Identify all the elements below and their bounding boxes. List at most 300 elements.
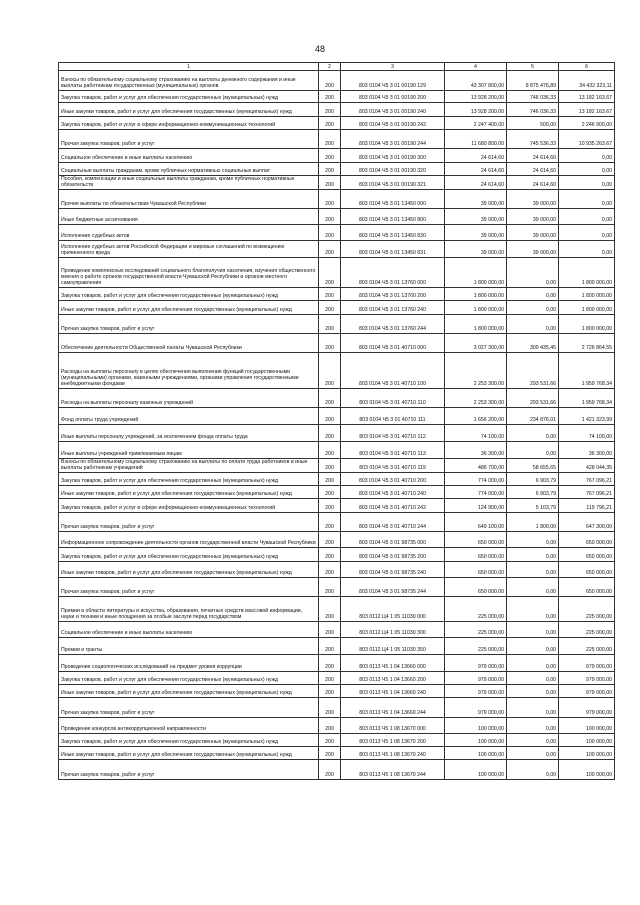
table-row <box>59 442 615 459</box>
row-executed-amount: 6 903,79 <box>507 473 559 486</box>
row-code: 200 <box>319 597 341 622</box>
row-executed-amount: 5 103,79 <box>507 499 559 513</box>
table-row <box>59 578 615 597</box>
row-plan-amount: 1 800 000,00 <box>445 288 507 301</box>
row-name: Взносы по обязательному социальному страхованию на выплаты денежного содержания и иные выплаты работникам государственных (муниципальных) органов <box>59 71 319 91</box>
row-plan-amount: 24 614,60 <box>445 176 507 190</box>
row-kbk: 803 0113 Ч5 1 04 13660 000 <box>341 655 445 672</box>
row-remaining-amount: 1 800 000,00 <box>559 301 615 315</box>
table-row <box>59 734 615 747</box>
row-executed-amount: 0,00 <box>507 672 559 685</box>
row-executed-amount: 24 614,60 <box>507 176 559 190</box>
row-name: Информационное сопровождение деятельности органов государственной власти Чувашской Республики <box>59 532 319 548</box>
row-plan-amount: 1 800 000,00 <box>445 315 507 334</box>
table-row <box>59 622 615 638</box>
row-kbk: 803 0112 Ц4 1 05 11030 300 <box>341 622 445 638</box>
row-name: Иные закупки товаров, работ и услуг для обеспечения государственных (муниципальных) нужд <box>59 747 319 760</box>
row-code: 200 <box>319 130 341 149</box>
row-code: 200 <box>319 459 341 473</box>
row-code: 200 <box>319 425 341 442</box>
row-kbk: 803 0104 Ч5 3 01 00190 242 <box>341 117 445 130</box>
row-kbk: 803 0104 Ч5 3 01 13450 831 <box>341 241 445 258</box>
row-plan-amount: 650 000,00 <box>445 548 507 562</box>
row-name: Социальные выплаты гражданам, кроме публичных нормативных социальных выплат <box>59 163 319 176</box>
row-kbk: 803 0104 Ч5 3 01 40710 000 <box>341 334 445 353</box>
row-plan-amount: 100 000,00 <box>445 718 507 734</box>
row-executed-amount: 0,00 <box>507 425 559 442</box>
table-row <box>59 638 615 655</box>
row-plan-amount: 649 100,00 <box>445 513 507 532</box>
row-plan-amount: 979 000,00 <box>445 672 507 685</box>
row-plan-amount: 225 000,00 <box>445 597 507 622</box>
row-executed-amount: 24 614,60 <box>507 149 559 163</box>
row-name: Прочая закупка товаров, работ и услуг <box>59 513 319 532</box>
row-executed-amount: 0,00 <box>507 288 559 301</box>
row-code: 200 <box>319 209 341 225</box>
column-header: 5 <box>507 63 559 71</box>
row-kbk: 803 0104 Ч5 3 01 40710 111 <box>341 408 445 425</box>
row-executed-amount: 0,00 <box>507 301 559 315</box>
row-code: 200 <box>319 562 341 578</box>
row-executed-amount: 293 531,66 <box>507 389 559 408</box>
row-name: Пособия, компенсации и иные социальные выплаты гражданам, кроме публичных нормативных обязательств <box>59 176 319 190</box>
row-plan-amount: 11 680 800,00 <box>445 130 507 149</box>
row-code: 200 <box>319 190 341 209</box>
table-row <box>59 532 615 548</box>
row-executed-amount: 745 536,33 <box>507 130 559 149</box>
row-name: Проведение конкурсов антикоррупционной направленности <box>59 718 319 734</box>
row-kbk: 803 0104 Ч5 3 01 00190 321 <box>341 176 445 190</box>
row-plan-amount: 979 000,00 <box>445 698 507 718</box>
row-name: Закупка товаров, работ и услуг для обеспечения государственных (муниципальных) нужд <box>59 672 319 685</box>
row-code: 200 <box>319 486 341 499</box>
row-executed-amount: 58 655,65 <box>507 459 559 473</box>
row-remaining-amount: 225 000,00 <box>559 622 615 638</box>
row-code: 200 <box>319 747 341 760</box>
row-code: 200 <box>319 353 341 389</box>
table-row <box>59 315 615 334</box>
row-code: 200 <box>319 513 341 532</box>
row-plan-amount: 1 656 200,00 <box>445 408 507 425</box>
row-kbk: 803 0104 Ч5 3 01 98735 240 <box>341 562 445 578</box>
row-executed-amount: 0,00 <box>507 578 559 597</box>
row-code: 200 <box>319 288 341 301</box>
row-executed-amount: 0,00 <box>507 258 559 288</box>
table-row <box>59 353 615 389</box>
row-name: Взносы по обязательному социальному страхованию на выплаты по оплате труда работников и иные выплаты работникам учреждений <box>59 459 319 473</box>
row-remaining-amount: 119 796,21 <box>559 499 615 513</box>
row-kbk: 803 0113 Ч5 1 08 13670 000 <box>341 718 445 734</box>
row-kbk: 803 0104 Ч5 3 01 98735 244 <box>341 578 445 597</box>
row-code: 200 <box>319 578 341 597</box>
row-executed-amount: 24 614,60 <box>507 163 559 176</box>
table-row <box>59 190 615 209</box>
row-name: Проведение социологических исследований на предмет уровня коррупции <box>59 655 319 672</box>
row-name: Закупка товаров, работ и услуг для обеспечения государственных (муниципальных) нужд <box>59 548 319 562</box>
row-plan-amount: 100 000,00 <box>445 760 507 780</box>
table-body <box>59 71 615 780</box>
row-remaining-amount: 100 000,00 <box>559 747 615 760</box>
row-name: Закупка товаров, работ и услуг для обеспечения государственных (муниципальных) нужд <box>59 473 319 486</box>
row-code: 200 <box>319 103 341 117</box>
row-name: Закупка товаров, работ и услуг для обеспечения государственных (муниципальных) нужд <box>59 91 319 103</box>
row-remaining-amount: 0,00 <box>559 149 615 163</box>
row-kbk: 803 0104 Ч5 3 01 00190 300 <box>341 149 445 163</box>
table-row <box>59 685 615 698</box>
row-name: Расходы на выплаты персоналу в целях обеспечения выполнения функций государственными (муниципальными) органами, казенными учреждениями, органами управления государственными внебюджетными фондами <box>59 353 319 389</box>
table-row <box>59 241 615 258</box>
row-plan-amount: 74 100,00 <box>445 425 507 442</box>
table-row <box>59 655 615 672</box>
row-code: 200 <box>319 718 341 734</box>
row-kbk: 803 0104 Ч5 3 01 40710 119 <box>341 459 445 473</box>
row-code: 200 <box>319 532 341 548</box>
row-code: 200 <box>319 473 341 486</box>
row-plan-amount: 1 800 000,00 <box>445 258 507 288</box>
row-executed-amount: 0,00 <box>507 747 559 760</box>
row-executed-amount: 0,00 <box>507 622 559 638</box>
row-code: 200 <box>319 225 341 241</box>
table-row <box>59 513 615 532</box>
table-row <box>59 499 615 513</box>
table-row <box>59 597 615 622</box>
row-code: 200 <box>319 408 341 425</box>
row-name: Исполнение судебных актов Российской Федерации и мировых соглашений по возмещению причиненного вреда <box>59 241 319 258</box>
row-plan-amount: 650 000,00 <box>445 562 507 578</box>
row-remaining-amount: 767 096,21 <box>559 473 615 486</box>
row-kbk: 803 0113 Ч5 1 08 13670 240 <box>341 747 445 760</box>
row-executed-amount: 0,00 <box>507 638 559 655</box>
table-row <box>59 301 615 315</box>
table-row <box>59 334 615 353</box>
row-name: Иные закупки товаров, работ и услуг для обеспечения государственных (муниципальных) нужд <box>59 562 319 578</box>
row-kbk: 803 0112 Ц4 1 05 11030 350 <box>341 638 445 655</box>
row-plan-amount: 24 614,60 <box>445 163 507 176</box>
table-row <box>59 747 615 760</box>
row-plan-amount: 3 027 300,00 <box>445 334 507 353</box>
row-code: 200 <box>319 117 341 130</box>
table-row <box>59 163 615 176</box>
row-plan-amount: 979 000,00 <box>445 685 507 698</box>
row-executed-amount: 0,00 <box>507 685 559 698</box>
row-code: 200 <box>319 672 341 685</box>
row-kbk: 803 0104 Ч5 3 01 40710 244 <box>341 513 445 532</box>
row-kbk: 803 0113 Ч5 1 08 13670 200 <box>341 734 445 747</box>
row-executed-amount: 500,00 <box>507 117 559 130</box>
row-executed-amount: 6 903,79 <box>507 486 559 499</box>
row-code: 200 <box>319 315 341 334</box>
row-kbk: 803 0113 Ч5 1 04 13660 200 <box>341 672 445 685</box>
row-remaining-amount: 34 432 323,11 <box>559 71 615 91</box>
row-remaining-amount: 1 959 768,34 <box>559 389 615 408</box>
row-plan-amount: 225 000,00 <box>445 638 507 655</box>
column-header: 4 <box>445 63 507 71</box>
row-executed-amount: 39 000,00 <box>507 241 559 258</box>
table-row <box>59 459 615 473</box>
row-remaining-amount: 647 300,00 <box>559 513 615 532</box>
page-number: 48 <box>314 44 325 54</box>
table-row <box>59 149 615 163</box>
row-kbk: 803 0113 Ч5 1 08 13670 244 <box>341 760 445 780</box>
row-remaining-amount: 0,00 <box>559 209 615 225</box>
row-kbk: 803 0104 Ч5 3 01 13760 000 <box>341 258 445 288</box>
row-plan-amount: 650 000,00 <box>445 532 507 548</box>
row-kbk: 803 0104 Ч5 3 01 13760 240 <box>341 301 445 315</box>
row-executed-amount: 300 435,45 <box>507 334 559 353</box>
row-code: 200 <box>319 71 341 91</box>
row-code: 200 <box>319 301 341 315</box>
row-code: 200 <box>319 622 341 638</box>
row-executed-amount: 0,00 <box>507 734 559 747</box>
table-row <box>59 473 615 486</box>
row-remaining-amount: 0,00 <box>559 225 615 241</box>
row-remaining-amount: 650 000,00 <box>559 578 615 597</box>
row-remaining-amount: 0,00 <box>559 163 615 176</box>
table-row <box>59 486 615 499</box>
row-name: Закупка товаров, работ и услуг для обеспечения государственных (муниципальных) нужд <box>59 734 319 747</box>
row-remaining-amount: 979 000,00 <box>559 672 615 685</box>
row-plan-amount: 124 900,00 <box>445 499 507 513</box>
row-remaining-amount: 100 000,00 <box>559 718 615 734</box>
row-plan-amount: 2 253 300,00 <box>445 353 507 389</box>
row-executed-amount: 39 000,00 <box>507 209 559 225</box>
row-plan-amount: 774 000,00 <box>445 473 507 486</box>
column-header: 2 <box>319 63 341 71</box>
row-executed-amount: 0,00 <box>507 442 559 459</box>
row-kbk: 803 0104 Ч5 3 01 00190 320 <box>341 163 445 176</box>
row-plan-amount: 100 000,00 <box>445 734 507 747</box>
row-code: 200 <box>319 548 341 562</box>
row-code: 200 <box>319 176 341 190</box>
row-code: 200 <box>319 241 341 258</box>
column-header: 3 <box>341 63 445 71</box>
row-remaining-amount: 0,00 <box>559 241 615 258</box>
row-plan-amount: 100 000,00 <box>445 747 507 760</box>
row-name: Прочие выплаты по обязательствам Чувашской Республики <box>59 190 319 209</box>
row-remaining-amount: 13 182 163,67 <box>559 91 615 103</box>
row-remaining-amount: 1 959 768,34 <box>559 353 615 389</box>
row-plan-amount: 39 000,00 <box>445 190 507 209</box>
row-remaining-amount: 979 000,00 <box>559 698 615 718</box>
row-kbk: 803 0104 Ч5 3 01 40710 100 <box>341 353 445 389</box>
row-name: Прочая закупка товаров, работ и услуг <box>59 698 319 718</box>
table-row <box>59 760 615 780</box>
row-remaining-amount: 13 182 163,67 <box>559 103 615 117</box>
table-row <box>59 103 615 117</box>
row-code: 200 <box>319 698 341 718</box>
row-plan-amount: 225 000,00 <box>445 622 507 638</box>
row-kbk: 803 0104 Ч5 3 01 13760 244 <box>341 315 445 334</box>
row-kbk: 803 0104 Ч5 3 01 00190 129 <box>341 71 445 91</box>
row-executed-amount: 0,00 <box>507 548 559 562</box>
row-code: 200 <box>319 655 341 672</box>
row-kbk: 803 0104 Ч5 3 01 13450 000 <box>341 190 445 209</box>
table-row <box>59 71 615 91</box>
row-executed-amount: 746 036,33 <box>507 103 559 117</box>
table-row <box>59 117 615 130</box>
row-kbk: 803 0104 Ч5 3 01 40710 242 <box>341 499 445 513</box>
row-executed-amount: 39 000,00 <box>507 190 559 209</box>
row-name: Проведение комплексных исследований социального благополучия населения, изучения общественного мнения о работе органов государственной власти Чувашской Республики и органов местного самоуправления <box>59 258 319 288</box>
row-name: Исполнение судебных актов <box>59 225 319 241</box>
row-executed-amount: 8 875 476,89 <box>507 71 559 91</box>
row-kbk: 803 0104 Ч5 3 01 98735 000 <box>341 532 445 548</box>
row-name: Закупка товаров, работ и услуг в сфере информационно-коммуникационных технологий <box>59 117 319 130</box>
column-header: 1 <box>59 63 319 71</box>
row-plan-amount: 39 000,00 <box>445 225 507 241</box>
row-name: Фонд оплаты труда учреждений <box>59 408 319 425</box>
row-remaining-amount: 100 000,00 <box>559 734 615 747</box>
row-kbk: 803 0104 Ч5 3 01 00190 200 <box>341 91 445 103</box>
row-executed-amount: 0,00 <box>507 655 559 672</box>
row-name: Прочая закупка товаров, работ и услуг <box>59 130 319 149</box>
row-executed-amount: 0,00 <box>507 597 559 622</box>
table-row <box>59 548 615 562</box>
row-kbk: 803 0104 Ч5 3 01 00190 244 <box>341 130 445 149</box>
row-name: Премии в области литературы и искусства, образования, печатных средств массовой информации, науки и техники и иные поощрения за особые заслуги перед государством <box>59 597 319 622</box>
row-name: Премии и гранты <box>59 638 319 655</box>
row-name: Обеспечение деятельности Общественной палаты Чувашской Республики <box>59 334 319 353</box>
row-plan-amount: 979 000,00 <box>445 655 507 672</box>
row-plan-amount: 43 307 800,00 <box>445 71 507 91</box>
row-code: 200 <box>319 149 341 163</box>
row-executed-amount: 39 000,00 <box>507 225 559 241</box>
row-remaining-amount: 767 096,21 <box>559 486 615 499</box>
row-kbk: 803 0113 Ч5 1 04 13660 240 <box>341 685 445 698</box>
table-row <box>59 209 615 225</box>
row-remaining-amount: 100 000,00 <box>559 760 615 780</box>
table-row <box>59 718 615 734</box>
row-name: Иные выплаты персоналу учреждений, за исключением фонда оплаты труда <box>59 425 319 442</box>
row-name: Закупка товаров, работ и услуг в сфере информационно-коммуникационных технологий <box>59 499 319 513</box>
row-name: Закупка товаров, работ и услуг для обеспечения государственных (муниципальных) нужд <box>59 288 319 301</box>
row-remaining-amount: 2 726 864,55 <box>559 334 615 353</box>
row-kbk: 803 0104 Ч5 3 01 13450 800 <box>341 209 445 225</box>
row-kbk: 803 0104 Ч5 3 01 40710 110 <box>341 389 445 408</box>
row-code: 200 <box>319 685 341 698</box>
row-code: 200 <box>319 389 341 408</box>
row-plan-amount: 650 000,00 <box>445 578 507 597</box>
row-executed-amount: 1 800,00 <box>507 513 559 532</box>
row-remaining-amount: 1 421 323,99 <box>559 408 615 425</box>
row-code: 200 <box>319 91 341 103</box>
row-name: Иные закупки товаров, работ и услуг для обеспечения государственных (муниципальных) нужд <box>59 103 319 117</box>
row-plan-amount: 13 928 200,00 <box>445 91 507 103</box>
row-remaining-amount: 650 000,00 <box>559 548 615 562</box>
row-plan-amount: 486 700,00 <box>445 459 507 473</box>
row-remaining-amount: 0,00 <box>559 190 615 209</box>
row-remaining-amount: 225 000,00 <box>559 597 615 622</box>
table-row <box>59 225 615 241</box>
row-name: Иные бюджетные ассигнования <box>59 209 319 225</box>
row-name: Социальное обеспечение и иные выплаты населению <box>59 622 319 638</box>
row-remaining-amount: 0,00 <box>559 176 615 190</box>
row-code: 200 <box>319 163 341 176</box>
row-remaining-amount: 74 100,00 <box>559 425 615 442</box>
row-kbk: 803 0104 Ч5 3 01 98735 200 <box>341 548 445 562</box>
row-name: Прочая закупка товаров, работ и услуг <box>59 315 319 334</box>
row-plan-amount: 1 800 000,00 <box>445 301 507 315</box>
table-row <box>59 698 615 718</box>
row-remaining-amount: 650 000,00 <box>559 532 615 548</box>
row-name: Расходы на выплаты персоналу казенных учреждений <box>59 389 319 408</box>
row-kbk: 803 0104 Ч5 3 01 40710 240 <box>341 486 445 499</box>
row-plan-amount: 39 000,00 <box>445 209 507 225</box>
row-plan-amount: 774 000,00 <box>445 486 507 499</box>
row-kbk: 803 0104 Ч5 3 01 40710 113 <box>341 442 445 459</box>
row-remaining-amount: 2 246 900,00 <box>559 117 615 130</box>
row-name: Иные закупки товаров, работ и услуг для обеспечения государственных (муниципальных) нужд <box>59 486 319 499</box>
row-remaining-amount: 10 935 263,67 <box>559 130 615 149</box>
row-plan-amount: 36 300,00 <box>445 442 507 459</box>
row-kbk: 803 0104 Ч5 3 01 00190 240 <box>341 103 445 117</box>
row-kbk: 803 0112 Ц4 1 05 11030 000 <box>341 597 445 622</box>
row-remaining-amount: 979 000,00 <box>559 685 615 698</box>
row-executed-amount: 234 876,01 <box>507 408 559 425</box>
row-name: Прочая закупка товаров, работ и услуг <box>59 578 319 597</box>
table-row <box>59 288 615 301</box>
row-code: 200 <box>319 442 341 459</box>
row-remaining-amount: 979 000,00 <box>559 655 615 672</box>
row-name: Социальное обеспечение и иные выплаты населению <box>59 149 319 163</box>
budget-table <box>58 62 615 780</box>
row-executed-amount: 0,00 <box>507 562 559 578</box>
row-kbk: 803 0113 Ч5 1 04 13660 244 <box>341 698 445 718</box>
table-row <box>59 91 615 103</box>
row-name: Иные закупки товаров, работ и услуг для обеспечения государственных (муниципальных) нужд <box>59 685 319 698</box>
row-executed-amount: 746 036,33 <box>507 91 559 103</box>
row-remaining-amount: 225 000,00 <box>559 638 615 655</box>
table-header-row <box>59 63 615 71</box>
row-remaining-amount: 36 300,00 <box>559 442 615 459</box>
row-plan-amount: 13 928 200,00 <box>445 103 507 117</box>
row-remaining-amount: 1 800 000,00 <box>559 315 615 334</box>
row-plan-amount: 2 253 300,00 <box>445 389 507 408</box>
row-code: 200 <box>319 499 341 513</box>
row-code: 200 <box>319 734 341 747</box>
row-name: Иные закупки товаров, работ и услуг для обеспечения государственных (муниципальных) нужд <box>59 301 319 315</box>
row-plan-amount: 39 000,00 <box>445 241 507 258</box>
table-row <box>59 408 615 425</box>
row-name: Прочая закупка товаров, работ и услуг <box>59 760 319 780</box>
row-code: 200 <box>319 334 341 353</box>
table-row <box>59 562 615 578</box>
row-remaining-amount: 1 800 000,00 <box>559 288 615 301</box>
row-executed-amount: 0,00 <box>507 698 559 718</box>
row-kbk: 803 0104 Ч5 3 01 40710 112 <box>341 425 445 442</box>
row-remaining-amount: 428 044,35 <box>559 459 615 473</box>
row-kbk: 803 0104 Ч5 3 01 13450 830 <box>341 225 445 241</box>
row-name: Иные выплаты учреждений привлекаемым лицам <box>59 442 319 459</box>
table-row <box>59 425 615 442</box>
table-row <box>59 389 615 408</box>
row-executed-amount: 0,00 <box>507 760 559 780</box>
row-executed-amount: 0,00 <box>507 718 559 734</box>
row-executed-amount: 0,00 <box>507 532 559 548</box>
table-row <box>59 176 615 190</box>
table-row <box>59 672 615 685</box>
table-row <box>59 258 615 288</box>
row-code: 200 <box>319 638 341 655</box>
row-executed-amount: 0,00 <box>507 315 559 334</box>
row-executed-amount: 293 531,66 <box>507 353 559 389</box>
row-remaining-amount: 650 000,00 <box>559 562 615 578</box>
row-plan-amount: 24 614,60 <box>445 149 507 163</box>
row-code: 200 <box>319 760 341 780</box>
row-kbk: 803 0104 Ч5 3 01 13760 200 <box>341 288 445 301</box>
row-kbk: 803 0104 Ч5 3 01 40710 200 <box>341 473 445 486</box>
row-plan-amount: 2 247 400,00 <box>445 117 507 130</box>
